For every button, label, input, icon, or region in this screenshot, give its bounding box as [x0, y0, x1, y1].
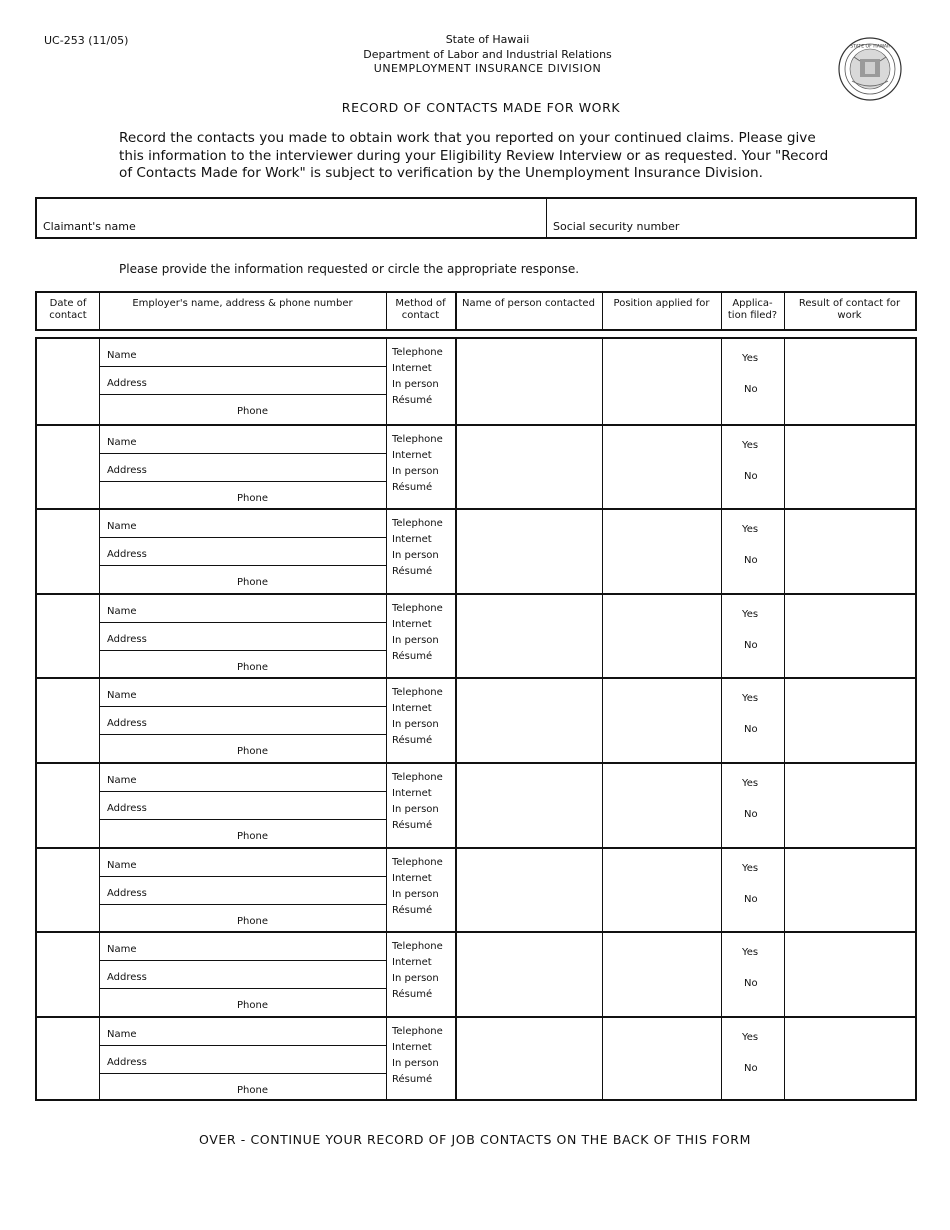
method-resume[interactable]: Résumé — [392, 481, 433, 493]
header-state: State of Hawaii — [445, 33, 530, 46]
method-in-person[interactable]: In person — [392, 804, 439, 815]
employer-name-field[interactable]: Name — [107, 775, 137, 786]
method-telephone[interactable]: Telephone — [392, 1025, 443, 1037]
method-in-person[interactable]: In person — [392, 888, 439, 900]
col-method-line2: contact — [401, 310, 440, 321]
employer-name-field[interactable]: Name — [107, 521, 137, 533]
method-resume[interactable]: Résumé — [392, 566, 433, 578]
employer-name-field[interactable]: Name — [107, 1028, 137, 1040]
application-yes-option[interactable]: Yes — [742, 862, 759, 874]
col-person — [455, 293, 602, 329]
divider — [99, 394, 386, 395]
col-employer — [99, 293, 386, 329]
table-row — [37, 593, 915, 680]
divider — [99, 537, 386, 538]
employer-address-field[interactable]: Address — [107, 378, 147, 389]
contact-method-options — [392, 685, 443, 749]
employer-address-field[interactable]: Address — [107, 887, 147, 899]
divider — [99, 1073, 386, 1074]
divider — [99, 650, 386, 651]
employer-name-field[interactable]: Name — [107, 944, 137, 956]
divider — [99, 565, 386, 566]
method-resume[interactable]: Résumé — [392, 989, 433, 1001]
method-telephone[interactable]: Telephone — [392, 433, 443, 445]
employer-name-field[interactable]: Name — [107, 436, 137, 448]
col-result — [784, 293, 915, 329]
contact-method-options — [392, 855, 443, 919]
method-telephone[interactable]: Telephone — [392, 772, 443, 783]
contacts-table — [35, 337, 917, 1101]
divider — [99, 622, 386, 623]
form-code: UC-253 (11/05) — [44, 34, 129, 47]
col-application — [721, 293, 784, 329]
method-in-person[interactable]: In person — [392, 1057, 439, 1069]
employer-address-field[interactable]: Address — [107, 1056, 147, 1068]
method-resume[interactable]: Résumé — [392, 820, 433, 831]
application-yes-option[interactable]: Yes — [742, 1031, 759, 1043]
table-row — [37, 847, 915, 934]
col-date-line1: Date of — [49, 298, 87, 309]
divider — [99, 876, 386, 877]
method-internet[interactable]: Internet — [392, 872, 432, 884]
employer-address-field[interactable]: Address — [107, 633, 147, 645]
contact-method-options — [392, 516, 443, 580]
method-internet[interactable]: Internet — [392, 1041, 432, 1053]
application-yes-option[interactable]: Yes — [742, 608, 759, 620]
employer-address-field[interactable]: Address — [107, 718, 147, 730]
column-header — [35, 291, 917, 331]
method-in-person[interactable]: In person — [392, 550, 439, 562]
employer-phone-field[interactable]: Phone — [237, 577, 268, 589]
method-resume[interactable]: Résumé — [392, 1073, 433, 1085]
employer-phone-field[interactable]: Phone — [237, 1000, 268, 1012]
table-row — [37, 508, 915, 595]
seal-text: STATE OF HAWAII — [850, 44, 890, 50]
method-internet[interactable]: Internet — [392, 788, 432, 799]
employer-address-field[interactable]: Address — [107, 803, 147, 814]
method-telephone[interactable]: Telephone — [392, 687, 443, 699]
contact-method-options — [392, 939, 443, 1003]
method-in-person[interactable]: In person — [392, 973, 439, 985]
method-internet[interactable]: Internet — [392, 534, 432, 546]
divider — [99, 988, 386, 989]
table-row — [37, 677, 915, 764]
employer-name-field[interactable]: Name — [107, 859, 137, 871]
application-yes-option[interactable]: Yes — [742, 778, 759, 789]
application-no-option[interactable]: No — [744, 555, 758, 567]
col-method — [386, 293, 455, 329]
intro-line: this information to the interviewer during your Eligibility Review Interview or as requested. Your "Record — [119, 147, 829, 164]
col-method-line1: Method of — [395, 298, 446, 309]
employer-phone-field[interactable]: Phone — [237, 831, 268, 842]
col-date — [37, 293, 99, 329]
employer-name-field[interactable]: Name — [107, 605, 137, 617]
col-result-line2: work — [837, 310, 862, 321]
col-position-label: Position applied for — [613, 298, 710, 309]
divider — [99, 1045, 386, 1046]
footer-note: OVER - CONTINUE YOUR RECORD OF JOB CONTACTS ON THE BACK OF THIS FORM — [199, 1132, 751, 1147]
divider — [99, 366, 386, 367]
claimant-box — [35, 197, 917, 239]
application-yes-option[interactable]: Yes — [742, 353, 759, 364]
employer-address-field[interactable]: Address — [107, 464, 147, 476]
table-row — [37, 931, 915, 1018]
employer-address-field[interactable]: Address — [107, 549, 147, 561]
divider — [99, 904, 386, 905]
header-division: UNEMPLOYMENT INSURANCE DIVISION — [373, 62, 602, 75]
application-no-option[interactable]: No — [744, 639, 758, 651]
method-telephone[interactable]: Telephone — [392, 602, 443, 614]
method-resume[interactable]: Résumé — [392, 650, 433, 662]
intro-text — [119, 130, 844, 183]
col-date-line2: contact — [49, 310, 87, 321]
employer-phone-field[interactable]: Phone — [237, 406, 268, 417]
divider — [99, 734, 386, 735]
divider — [99, 819, 386, 820]
method-telephone[interactable]: Telephone — [392, 856, 443, 868]
application-no-option[interactable]: No — [744, 384, 758, 395]
col-position — [602, 293, 721, 329]
col-result-line1: Result of contact for — [798, 298, 901, 309]
divider — [99, 791, 386, 792]
table-row — [37, 1016, 915, 1103]
method-resume[interactable]: Résumé — [392, 395, 433, 406]
method-telephone[interactable]: Telephone — [392, 518, 443, 530]
state-seal-icon — [838, 37, 902, 101]
contact-method-options — [392, 432, 443, 496]
col-application-line2: tion — [727, 310, 748, 321]
intro-line: Record the contacts you made to obtain work that you reported on your continued claims. Please give — [119, 130, 816, 146]
method-internet[interactable]: Internet — [392, 618, 432, 630]
form-title: RECORD OF CONTACTS MADE FOR WORK — [341, 100, 621, 115]
application-yes-option[interactable]: Yes — [742, 693, 759, 705]
divider — [99, 453, 386, 454]
application-yes-option[interactable]: Yes — [742, 524, 759, 536]
method-in-person[interactable]: In person — [392, 719, 439, 731]
application-no-option[interactable]: No — [744, 978, 758, 990]
contact-method-options — [392, 345, 443, 409]
application-no-option[interactable]: No — [744, 724, 758, 736]
col-person-label: Name of person contacted — [462, 298, 595, 309]
method-in-person[interactable]: In person — [392, 465, 439, 477]
divider — [99, 481, 386, 482]
method-internet[interactable]: Internet — [392, 449, 432, 461]
employer-phone-field[interactable]: Phone — [237, 1084, 268, 1096]
employer-name-field[interactable]: Name — [107, 350, 137, 361]
method-internet[interactable]: Internet — [392, 703, 432, 715]
contact-method-options — [392, 1024, 443, 1088]
col-employer-label: Employer's name, address & phone number — [132, 298, 353, 309]
employer-phone-field[interactable]: Phone — [237, 661, 268, 673]
employer-phone-field[interactable]: Phone — [237, 915, 268, 927]
application-no-option[interactable]: No — [744, 1062, 758, 1074]
method-in-person[interactable]: In person — [392, 634, 439, 646]
method-resume[interactable]: Résumé — [392, 735, 433, 747]
table-row — [37, 424, 915, 511]
method-resume[interactable]: Résumé — [392, 904, 433, 916]
contact-method-options — [392, 601, 443, 665]
ssn-field[interactable]: Social security number — [553, 220, 680, 233]
employer-phone-field[interactable]: Phone — [237, 492, 268, 504]
application-no-option[interactable]: No — [744, 470, 758, 482]
claimant-name-field[interactable]: Claimant's name — [43, 220, 136, 233]
divider — [99, 960, 386, 961]
application-yes-option[interactable]: Yes — [742, 439, 759, 451]
col-application-line1: Applica- — [732, 298, 773, 309]
contact-method-options — [392, 770, 443, 834]
application-yes-option[interactable]: Yes — [742, 947, 759, 959]
employer-phone-field[interactable]: Phone — [237, 746, 268, 758]
employer-address-field[interactable]: Address — [107, 972, 147, 984]
method-telephone[interactable]: Telephone — [392, 941, 443, 953]
method-in-person[interactable]: In person — [392, 379, 439, 390]
employer-name-field[interactable]: Name — [107, 690, 137, 702]
table-row — [37, 339, 915, 424]
instruction-text: Please provide the information requested or circle the appropriate response. — [119, 262, 580, 276]
application-no-option[interactable]: No — [744, 893, 758, 905]
divider — [99, 706, 386, 707]
table-row — [37, 762, 915, 849]
application-no-option[interactable]: No — [744, 809, 758, 820]
method-telephone[interactable]: Telephone — [392, 347, 443, 358]
method-internet[interactable]: Internet — [392, 957, 432, 969]
header-department: Department of Labor and Industrial Relations — [363, 47, 612, 61]
divider — [546, 199, 547, 237]
col-application-line3: filed? — [750, 310, 778, 321]
intro-line: of Contacts Made for Work" is subject to verification by the Unemployment Insurance Division. — [119, 165, 763, 181]
method-internet[interactable]: Internet — [392, 363, 432, 374]
